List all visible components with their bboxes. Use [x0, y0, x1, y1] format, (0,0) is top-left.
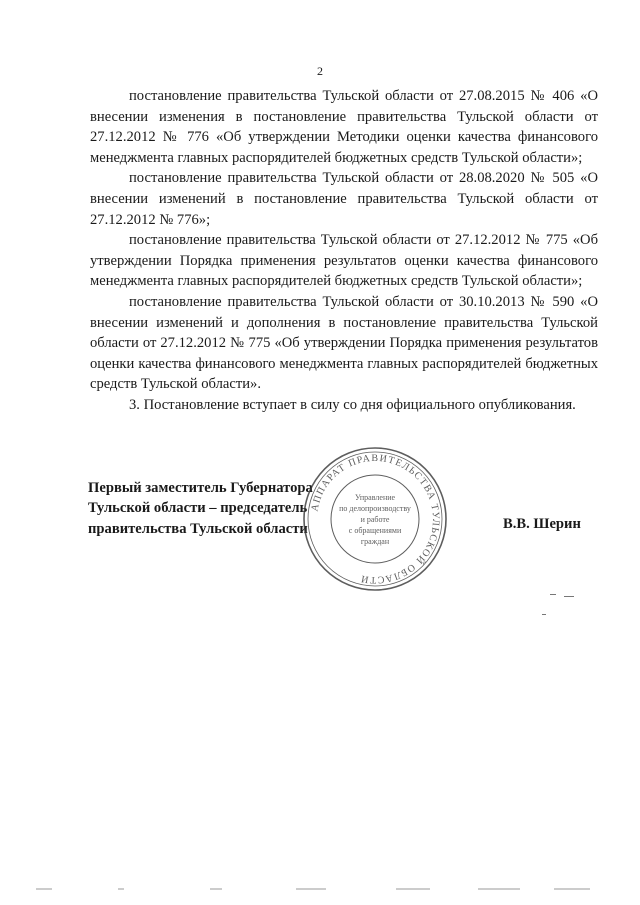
document-body: [90, 86, 598, 416]
signer-title-line-2: Тульской области – председатель: [88, 500, 308, 517]
seal-graphic: [300, 444, 450, 594]
paragraph-resolution-505: постановление правительства Тульской области от 28.08.2020 № 505 «О внесении изменений в постановление правительства Тульской области от 27.12.2012 № 776»;: [90, 170, 598, 228]
paragraph-resolution-406: постановление правительства Тульской области от 27.08.2015 № 406 «О внесении изменения в постановление правительства Тульской области от 27.12.2012 № 776 «Об утверждении Методики оценки качества финансового менеджмента главных распорядителей бюджетных средств Тульской области»;: [90, 88, 598, 166]
scan-artifact-strip: [0, 884, 640, 894]
official-seal-stamp: [300, 444, 450, 594]
seal-center-line-1: Управление: [354, 493, 396, 502]
scan-speck-marks: [540, 592, 580, 622]
seal-center-line-5: граждан: [360, 537, 390, 546]
paragraph-effective-date: 3. Постановление вступает в силу со дня официального опубликования.: [129, 396, 576, 413]
paragraph-resolution-590: постановление правительства Тульской области от 30.10.2013 № 590 «О внесении изменений и дополнения в постановление правительства Тульской области от 27.12.2012 № 775 «Об утверждении Порядка применения результатов оценки качества финансового менеджмента главных распорядителей бюджетных средств Тульской области».: [90, 293, 598, 393]
signer-title-line-3: правительства Тульской области: [88, 520, 308, 537]
seal-center-line-2: по делопроизводству: [339, 504, 411, 513]
signer-title-line-1: Первый заместитель Губернатора: [88, 480, 313, 496]
seal-center-line-4: с обращениями: [348, 526, 402, 535]
page-number: 2: [317, 64, 323, 78]
paragraph-resolution-775: постановление правительства Тульской области от 27.12.2012 № 775 «Об утверждении Порядка применения результатов оценки качества финансового менеджмента главных распорядителей бюджетных средств Тульской области»;: [90, 232, 598, 290]
signer-name: В.В. Шерин: [503, 516, 581, 532]
signature-block: [88, 478, 313, 539]
seal-ring-text: АППАРАТ ПРАВИТЕЛЬСТВА ТУЛЬСКОЙ ОБЛАСТИ: [309, 452, 442, 586]
seal-center-line-3: и работе: [360, 515, 390, 524]
